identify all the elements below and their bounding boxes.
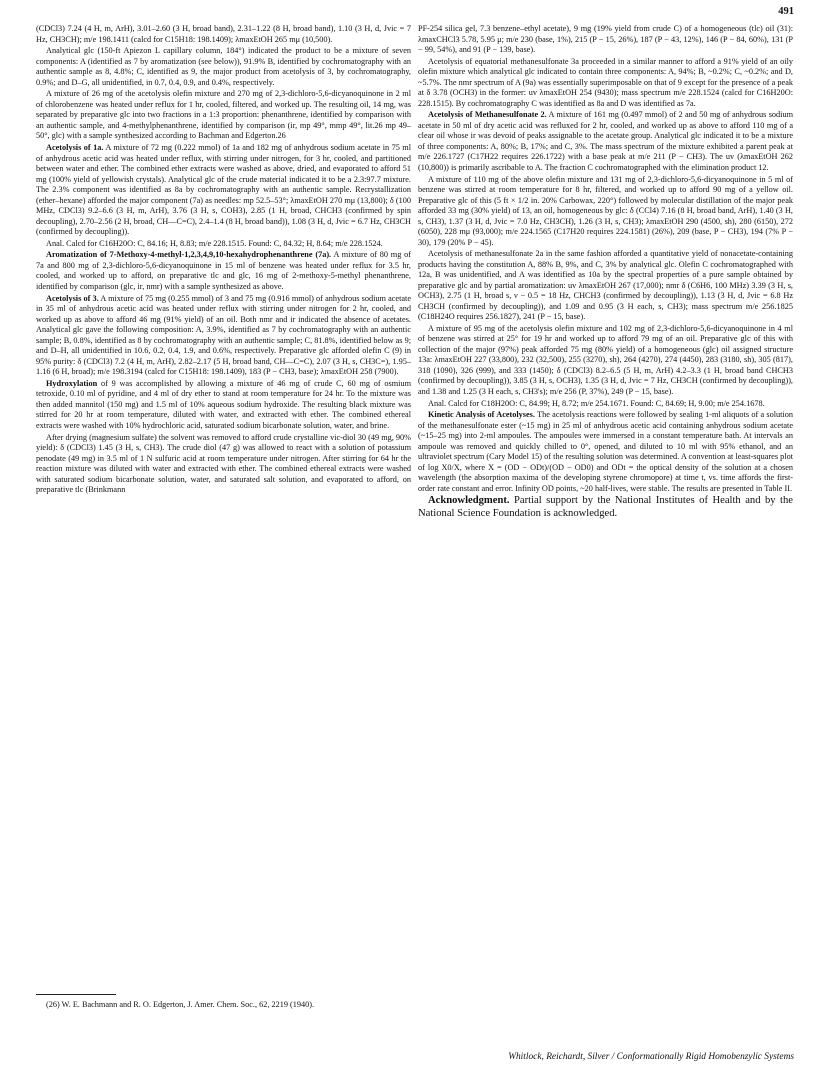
paragraph — [418, 399, 793, 410]
run-in-head: Acetolysis of Methanesulfonate 2. — [428, 110, 547, 120]
paragraph — [418, 57, 793, 110]
footnote-rule — [36, 994, 116, 995]
paragraph — [418, 410, 793, 494]
paragraph-text: Acetolysis of equatorial methanesulfonate 3a proceeded in a similar manner to afford a 91% yield of an oily olefin mixture which analytical glc indicated to contain three components: A, 94%; B, ~0.2%; C, ~0.2%; and D, ~5.7%. The nmr spectrum of A (9a) was essentially superimposable on that of 9 except for the presence of a peak at δ 3.78 (OCH3) in the former: uv λmaxEtOH 254 (9430); mass spectrum m/e 228.1524 (calcd for C16H20O: 228.1515). By cochromatography C was identified as 8a and D was identified as 7a. — [418, 56, 793, 108]
acknowledgment-head: Acknowledgment. — [428, 495, 510, 507]
paragraph-text: Anal. Calcd for C16H20O: C, 84.16; H, 8.83; m/e 228.1515. Found: C, 84.32; H, 8.64; m/e 228.1524. — [46, 238, 383, 248]
paragraph-text: Analytical glc (150-ft Apiezon L capillary column, 184°) indicated the product to be a mixture of seven components: A (identified as 7 by aromatization (see below)), 91.9% B, identified by cochromatography with an authentic sample as 8, 4.8%; C, identified as 9, the major product from acetolysis of 3, by cochromatography, 0.9%; and D–G, all unidentified, in 0.7, 0.4, 0.9, and 0.4%, respectively. — [36, 46, 411, 87]
paragraph-text: of 9 was accomplished by allowing a mixture of 46 mg of crude C, 60 mg of osmium tetroxide, 0.10 ml of pyridine, and 4 ml of dry ether to stand at room temperature for 24 hr. To the mixture was then added mannitol (150 mg) and 1.5 ml of 10% aqueous sodium hydroxide. The resulting black mixture was stirred for 20 hr at room temperature, diluted with water, and extracted with ether. The combined ethereal extracts were washed with 10% hydrochloric acid, saturated sodium bicarbonate solution, water, and brine. — [36, 378, 411, 430]
paragraph — [418, 249, 793, 323]
run-in-head: Kinetic Analysis of Acetolyses. — [428, 410, 535, 420]
paragraph-text: A mixture of 110 mg of the above olefin mixture and 131 mg of 2,3-dichloro-5,6-dicyanoquinone in 5 ml of benzene was stirred at room temperature for 8 hr, filtered, and worked up to afford 90 mg of a yellow oil. Preparative glc of this (5 ft × 1/2 in. 20% Carbowax, 220°) followed by molecular distillation of the major peak afforded 33 mg (30% yield) of 13, an oil, homogeneous by glc: δ (CCl4) 7.16 (8 H, broad band, ArH), 1.40 (3 H, s, CH3), 1.37 (3 H, d, Jvic = 7.0 Hz, CH3CH), 1.26 (3 H, s, CH3); λmaxEtOH 290 (4500, sh), 280 (6150), 272 (6050), 228 mμ (93,000); m/e 224.1565 (C17H20 requires 224.1581) (26%), 209 (base, P − CH3), 194 (7% P − 30), 179 (20% P − 45). — [418, 174, 793, 247]
paragraph — [36, 294, 411, 378]
paragraph-text: Anal. Calcd for C18H20O: C, 84.99; H, 8.72; m/e 254.1671. Found: C, 84.69; H, 9.00; m/e 254.1678. — [428, 398, 765, 408]
left-column — [36, 24, 411, 496]
paragraph — [36, 89, 411, 142]
acknowledgment — [418, 494, 793, 520]
run-in-head: Hydroxylation — [46, 378, 98, 388]
paragraph-text: After drying (magnesium sulfate) the solvent was removed to afford crude crystalline vic-diol 30 (49 mg, 90% yield): δ (CDCl3) 1.45 (3 H, s, CH3). The crude diol (47 g) was allowed to react with a solution of potassium penodate (49 mg) in 3.5 ml of 1 N sulfuric acid at room temperature under nitrogen. After stirring for 64 hr the reaction mixture was diluted with water and extracted with ether. The combined ethereal extracts were washed with saturated sodium bicarbonate solution, water, and saturated salt solution, and evaporated to afford, on preparative tlc (Brinkmann — [36, 432, 411, 494]
paragraph — [36, 143, 411, 238]
running-footer: Whitlock, Reichardt, Silver / Conformationally Rigid Homobenzylic Systems — [508, 1052, 794, 1062]
paragraph — [36, 239, 411, 250]
run-in-head: Acetolysis of 1a. — [46, 143, 104, 153]
right-column — [418, 24, 793, 520]
paragraph — [418, 324, 793, 398]
paragraph-text: (CDCl3) 7.24 (4 H, m, ArH), 3.01–2.60 (3 H, broad band), 2.31–1.22 (8 H, broad band), 1.10 (3 H, d, Jvic = 7 Hz, CH3CH); m/e 198.1411 (calcd for C15H18: 198.1409); λmaxEtOH 265 mμ (10,500). — [36, 24, 411, 44]
paragraph-text: PF-254 silica gel, 7.3 benzene–ethyl acetate), 9 mg (19% yield from crude C) of a homogeneous (tlc) oil (31): λmaxCHCl3 5.78, 5.95 μ; m/e 230 (base, 1%), 215 (P − 15, 26%), 187 (P − 43, 12%), 146 (P − 84, 60%), 131 (P − 99, 54%), and 91 (P − 139, base). — [418, 24, 793, 54]
run-in-head: Acetolysis of 3. — [46, 293, 99, 303]
paragraph-text: A mixture of 72 mg (0.222 mmol) of 1a and 182 mg of anhydrous sodium acetate in 75 ml of anhydrous acetic acid was heated under reflux, with stirring under nitrogen, for 3 hr, cooled, and partitioned between water and ether. The combined ether extracts were washed as above, dried, and evaporated to afford 51 mg (100% yield of yellowish crystals). Analytical glc of the crude material indicated it to be a 2.3:97.7 mixture. The 2.3% component was identified as 8a by cochromatography with an authentic sample. Recrystallization (ether–hexane) afforded the major component (7a) as needles: mp 52.5–53°; λmaxEtOH 270 mμ (13,800); δ (100 MHz, CDCl3) 9.2–6.6 (3 H, m, ArH), 3.76 (3 H, s, COH3), 2.85 (1 H, broad, CHCH3 (confirmed by spin decoupling), 2.70–2.56 (2 H, broad, CH—C=C), 2.4–1.4 (8 H, broad band)), 1.08 (3 H, d, Jvic = 6.7 Hz, CH3CH (confirmed by decoupling)). — [36, 143, 411, 237]
paragraph-text: A mixture of 80 mg of 7a and 800 mg of 2,3-dichloro-5,6-dicyanoquinone in 15 ml of benzene was heated under reflux for 3.5 hr, cooled, and worked up to afford, on preparative tlc and glc, 16 mg of 2-methoxy-5-methyl phenanthrene, identified by comparison (glc, ir, nmr) with a sample synthesized as above. — [36, 250, 411, 291]
paragraph-text: A mixture of 75 mg (0.255 mmol) of 3 and 75 mg (0.916 mmol) of anhydrous sodium acetate in 35 ml of anhydrous acetic acid was heated under reflux with stirring under nitrogen for 2 hr, cooled, and worked up as above to afford 46 mg (91% yield) of an oil. Both nmr and ir indicated the absence of acetates. Analytical glc gave the following composition: A, 3.9%, identified as 7 by cochromatography with an authentic sample; B, 0.8%, identified as 8 by cochromatography with an authentic sample; C, 81.8%, identified below as 9; and D–H, all unidentified in 10.6, 0.2, 0.4, 1.9, and 0.6%, respectively. Preparative glc afforded olefin C (9) in 95% purity: δ (CDCl3) 7.2 (4 H, m, ArH), 2.82–2.17 (5 H, broad band, CH—C=C), 2.07 (3 H, s, CH3C=), 1.95–1.16 (6 H, broad); m/e 198.3194 (calcd for C15H18: 198.1409), 183 (P − CH3, base); λmaxEtOH 258 (7900). — [36, 293, 411, 377]
paragraph — [36, 46, 411, 88]
paragraph — [418, 24, 793, 56]
run-in-head: Aromatization of 7-Methoxy-4-methyl-1,2,3,4,9,10-hexahydrophenanthrene (7a). — [46, 250, 332, 260]
footnote: (26) W. E. Bachmann and R. O. Edgerton, J. Amer. Chem. Soc., 62, 2219 (1940). — [46, 1000, 315, 1009]
paragraph-text: Acetolysis of methanesulfonate 2a in the same fashion afforded a quantitative yield of nonacetate-containing products having the constitution A, 88% B, 9%, and C, 3% by analytical glc. Olefin C cochromatographed with 12a, B was unidentified, and A was identified as 10a by the spectral properties of a pure sample obtained by preparative glc and by partial aromatization: uv λmaxEtOH 267 (17,000); nmr δ (C6H6, 100 MHz) 3.39 (3 H, s, OCH3), 2.75 (1 H, broad s, ν − 0.5 = 18 Hz, CHCH3 (confirmed by decoupling)), 1.13 (3 H, d, Jvic = 6.8 Hz CH3CH (confirmed by decoupling)), and 1.09 and 0.95 (3 H each, s, CH3); mass spectrum m/e 256.1825 (C18H24O requires 256.1827), 241 (P − 15, base). — [418, 249, 793, 322]
paragraph-text: A mixture of 95 mg of the acetolysis olefin mixture and 102 mg of 2,3-dichloro-5,6-dicyanoquinone in 4 ml of benzene was stirred at 25° for 19 hr and worked up to afford 79 mg of an oil. Preparative glc of this with collection of the major (97%) peak afforded 75 mg (80% yield) of a homogeneous (glc) oil assigned structure 13a: λmaxEtOH 227 (33,800), 232 (32,500), 255 (3270), sh), 264 (4270), 274 (4450), 283 (3180, sh), 305 (817), 318 (1090), 326 (999), and 333 (1450); δ (CDCl3) 8.2–6.5 (5 H, m, ArH) 4.2–3.3 (1 H, broad band CHCH3 (confirmed by decoupling)), 3.85 (3 H, s, OCH3), 1.35 (3 H, d, Jvic = 7 Hz, CH3CH (confirmed by decoupling)), and 1.38 and 1.25 (3 H each, s, CH3's); m/e 256 (P, 37%), 249 (P − 15, base). — [418, 323, 793, 396]
paragraph-text: A mixture of 161 mg (0.497 mmol) of 2 and 50 mg of anhydrous sodium acetate in 50 ml of dry acetic acid was refluxed for 2 hr, cooled, and worked up as above to afford 110 mg of a clear oil whose ir was devoid of peaks assignable to the acetate group. Analytical glc indicated it to be a mixture of three components: A, 80%; B, 17%; and C, 3%. The mass spectrum of the mixture exhibited a parent peak at m/e 226.1727 (C17H22 requires 226.1722) with a base peak at m/e 211 (P − CH3). The uv (λmaxEtOH 262 (10,800)) is primarily ascribable to A. The fraction C cochromatographed with the elimination product 12. — [418, 110, 793, 172]
paragraph — [36, 379, 411, 432]
paragraph — [418, 110, 793, 173]
paragraph — [36, 24, 411, 45]
paragraph — [36, 433, 411, 496]
paragraph-text: A mixture of 26 mg of the acetolysis olefin mixture and 270 mg of 2,3-dichloro-5,6-dicyanoquinone in 2 ml of chlorobenzene was heated under reflux for 1 hr, cooled, filtered, and worked up. The resulting oil, 14 mg, was separated by preparative glc into two fractions in a 1:3 proportion: phenanthrene, identified by comparison with an authentic sample, and 4-methylphenanthrene, identified by comparison (ir, mp 49°, mmp 49°, lit.26 mp 49–50°, glc) with a sample synthesized according to Bachman and Edgerton.26 — [36, 89, 411, 141]
paragraph-text: The acetolysis reactions were followed by sealing 1-ml aliquots of a solution of the methanesulfonate ester (~15 mg) in 25 ml of anhydrous acetic acid containing anhydrous sodium acetate (~15–25 mg) into 2-ml ampoules. The ampoules were immersed in a constant temperature bath. At intervals an ampoule was removed and quickly chilled to 0°, opened, and diluted to 10 ml with 95% ethanol, and an ultraviolet spectrum (Cary Model 15) of the resulting solution was determined. A convention at least-squares plot of log X0/X, where X = (OD − ODt)/(OD − OD0) and ODt = the optical density of the solution at a chosen wavelength (the absorption maxima of the developing styrene chromopore) at time t, vs. time affords the first-order rate constant and error. Infinity OD points, ~20 half-lives, were stable. The results are presented in Table II. — [418, 410, 793, 493]
page-number: 491 — [778, 6, 794, 17]
acknowledgment-text: Partial support by the National Institutes of Health and by the National Science Foundation is acknowledged. — [418, 495, 793, 520]
paragraph — [36, 250, 411, 292]
paragraph — [418, 175, 793, 249]
